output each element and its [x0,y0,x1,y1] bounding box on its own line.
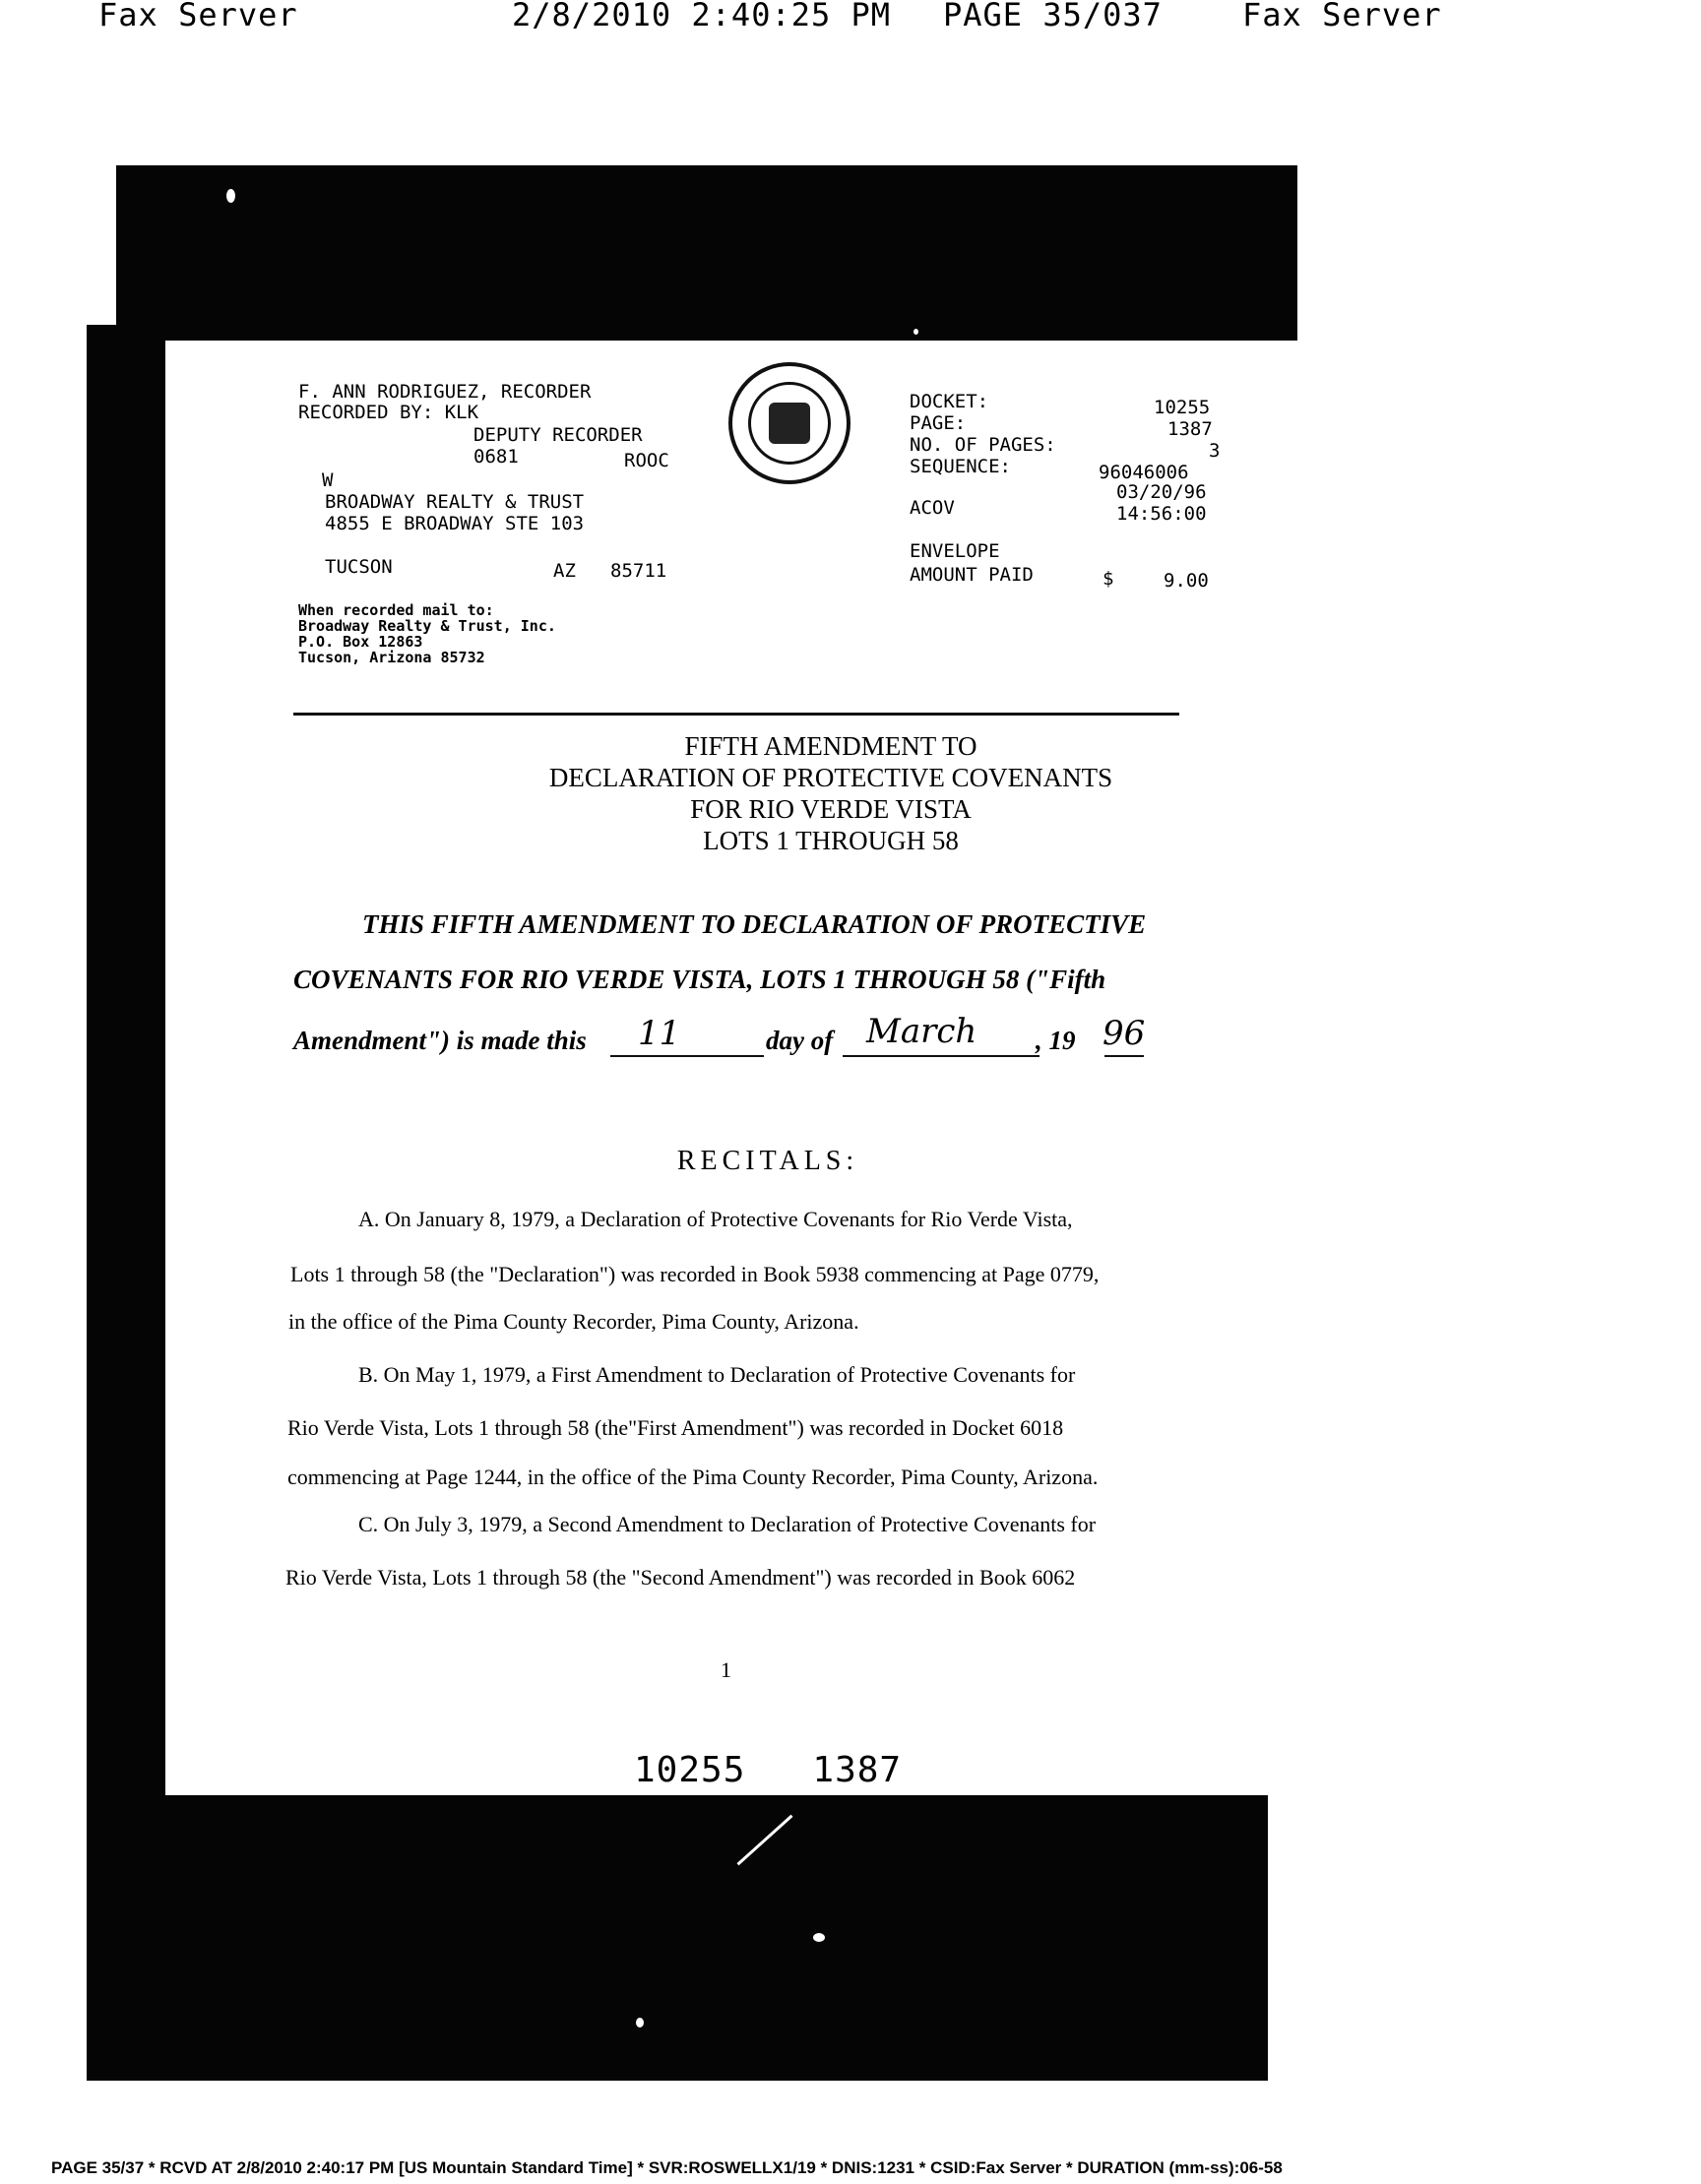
party-name: BROADWAY REALTY & TRUST [325,491,585,513]
recital-line: in the office of the Pima County Recorder, Pima County, Arizona. [288,1309,859,1334]
pages-label: NO. OF PAGES: [910,434,1056,456]
fax-header-left: Fax Server [98,0,298,33]
sequence-value: 96046006 [1099,462,1189,483]
scan-border-top [116,165,1297,362]
amount-value: 9.00 [1164,570,1209,592]
recorder-code: 0681 [473,446,519,468]
docket-label: DOCKET: [910,391,989,412]
day-blank [610,1055,764,1057]
party-zip: 85711 [610,560,667,582]
title-line: FOR RIO VERDE VISTA [690,794,972,824]
scan-speck [813,1933,825,1942]
amount-dollar: $ [1102,568,1114,590]
mail-to-line: When recorded mail to: [298,601,494,619]
title-line: LOTS 1 THROUGH 58 [703,826,959,855]
county-seal-icon [728,362,850,484]
pages-value: 3 [1209,440,1221,462]
month-blank [843,1055,1040,1057]
intro-line-3c: , 19 [1036,1026,1076,1055]
header-divider [293,713,1179,716]
recorded-by: RECORDED BY: KLK [298,402,479,423]
scan-border-bottom [87,1793,1268,2081]
recital-line: B. On May 1, 1979, a First Amendment to Declaration of Protective Covenants for [358,1362,1076,1387]
intro-line-2: COVENANTS FOR RIO VERDE VISTA, LOTS 1 THROUGH 58 ("Fifth [293,965,1106,994]
scan-speck [636,2018,644,2028]
month-handwritten: March [866,1012,977,1051]
scan-speck [914,329,918,335]
title-line: FIFTH AMENDMENT TO [684,731,977,761]
year-blank [1104,1055,1144,1057]
fax-header [0,0,1701,39]
title-line: DECLARATION OF PROTECTIVE COVENANTS [548,763,1113,792]
mail-to-line: Tucson, Arizona 85732 [298,649,485,666]
party-address: 4855 E BROADWAY STE 103 [325,513,585,534]
recorder-code-2: ROOC [624,450,669,471]
fax-header-page: PAGE 35/037 [943,0,1163,33]
fax-footer: PAGE 35/37 * RCVD AT 2/8/2010 2:40:17 PM [US Mountain Standard Time] * SVR:ROSWELLX1/19 * DNIS:1231 * CSID:Fax Server * DURATION (mm-ss):06-58 [51,2158,1283,2177]
recital-line: Lots 1 through 58 (the "Declaration") was recorded in Book 5938 commencing at Page 0779, [290,1262,1100,1286]
docket-value: 10255 [1154,397,1211,418]
page-value: 1387 [1167,418,1213,440]
recorded-time: 14:56:00 [1116,503,1207,525]
scan-speck [226,189,235,203]
recital-line: commencing at Page 1244, in the office of the Pima County Recorder, Pima County, Arizona. [287,1465,1099,1489]
mail-to-block [298,602,556,665]
recorder-name: F. ANN RODRIGUEZ, RECORDER [298,381,592,403]
envelope-label: ENVELOPE [910,540,1000,562]
mail-to-line: Broadway Realty & Trust, Inc. [298,617,556,635]
acov-label: ACOV [910,497,955,519]
fax-header-datetime: 2/8/2010 2:40:25 PM [512,0,892,33]
intro-line-3b: day of [766,1026,834,1055]
fax-header-right: Fax Server [1242,0,1442,33]
page-label: PAGE: [910,412,967,434]
party-city: TUCSON [325,556,393,578]
page-number: 1 [721,1657,731,1682]
recital-line: C. On July 3, 1979, a Second Amendment to Declaration of Protective Covenants for [358,1512,1097,1536]
recorder-w: W [322,469,334,491]
year-handwritten: 96 [1102,1014,1146,1053]
recitals-heading: RECITALS: [676,1146,859,1176]
intro-line-1: THIS FIFTH AMENDMENT TO DECLARATION OF PROTECTIVE [362,909,1147,939]
recital-line: A. On January 8, 1979, a Declaration of Protective Covenants for Rio Verde Vista, [358,1207,1073,1231]
recital-line: Rio Verde Vista, Lots 1 through 58 (the "Second Amendment") was recorded in Book 6062 [285,1565,1076,1590]
docket-stamp: 10255 1387 [634,1750,903,1790]
scan-border-left [87,325,165,1801]
deputy-recorder: DEPUTY RECORDER [473,424,643,446]
recorder-block [298,382,591,423]
day-handwritten: 11 [638,1014,681,1053]
sequence-label: SEQUENCE: [910,456,1011,477]
amount-label: AMOUNT PAID [910,564,1034,586]
recorded-date: 03/20/96 [1116,481,1207,503]
document-title [0,730,1681,856]
party-state: AZ [553,560,576,582]
recital-line: Rio Verde Vista, Lots 1 through 58 (the"First Amendment") was recorded in Docket 6018 [287,1415,1064,1440]
mail-to-line: P.O. Box 12863 [298,633,423,651]
intro-line-3a: Amendment") is made this [293,1026,587,1055]
